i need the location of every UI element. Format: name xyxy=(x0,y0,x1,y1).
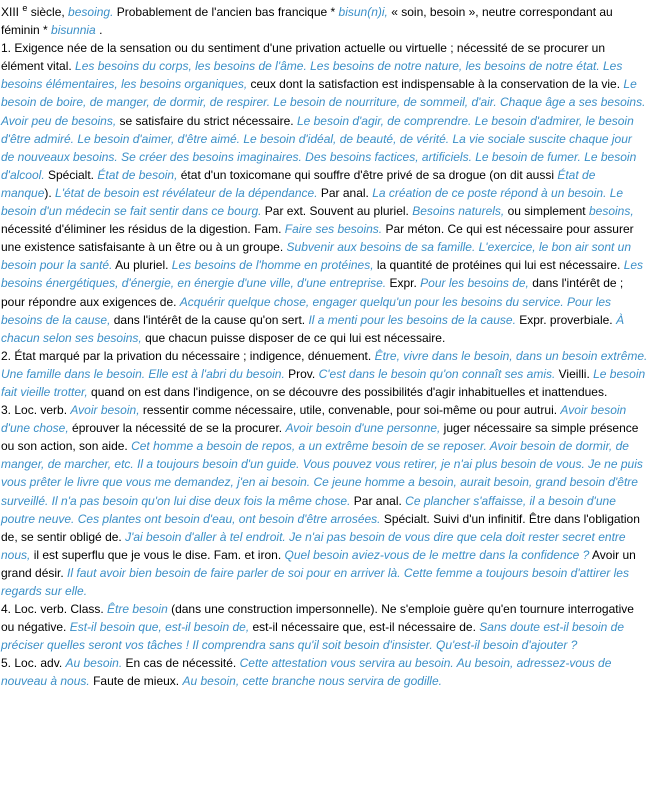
example-text: besoins, xyxy=(588,204,634,219)
example-text: Avoir besoin, xyxy=(70,403,140,418)
example-text: Il a menti pour les besoins de la cause. xyxy=(308,312,516,327)
example-text: besoing. xyxy=(68,5,114,19)
example-text: Subvenir aux besoins de sa famille. L'exercice, le bon air sont un besoin pour la santé. xyxy=(1,240,632,273)
example-text: Est-il besoin que, est-il besoin de, xyxy=(69,620,250,635)
example-text: Ce plancher s'affaisse, il a besoin d'une poutre neuve. Ces plantes ont besoin d'eau, ont besoin d'être arrosées. xyxy=(1,493,616,526)
definition-text: 5. Loc. adv. xyxy=(1,656,66,671)
sense-paragraph-5 xyxy=(1,654,648,690)
definition-text: Spécialt. xyxy=(44,167,98,182)
example-text: Le besoin d'agir, de comprendre. Le besoin d'admirer, le besoin d'être admiré. Le besoin d'aimer, d'être aimé. Le besoin d'idéal, de beauté, de vérité. La vie sociale suscite chaque jour de nouveaux besoins. Se créer des besoins imaginaires. Des besoins factices, artificiels. Le besoin de fumer. Le besoin d'alcool. xyxy=(1,113,637,182)
sense-paragraph-4 xyxy=(1,600,648,654)
example-text: Faire ses besoins. xyxy=(284,222,383,237)
example-text: La création de ce poste répond à un besoin. Le besoin d'un médecin se fait sentir dans ce bourg. xyxy=(1,185,624,219)
example-text: Pour les besoins de, xyxy=(420,276,529,291)
definition-text: ou simplement xyxy=(504,204,589,219)
example-text: Les besoins de l'homme en protéines, xyxy=(171,258,374,273)
definition-text: Par ext. Souvent au pluriel. xyxy=(261,204,413,219)
definition-text: 1. Exigence née de la sensation ou du sentiment d'une privation actuelle ou virtuelle ; nécessité de se procurer un élément vital. xyxy=(1,41,606,74)
definition-text: ressentir comme nécessaire, utile, convenable, pour soi-même ou pour autrui. xyxy=(139,403,561,418)
example-text: État de manque xyxy=(1,167,596,200)
definition-text: Expr. xyxy=(386,276,421,291)
example-text: bisun(n)i, xyxy=(338,5,388,19)
definition-text: dans l'intérêt de la cause qu'on sert. xyxy=(110,312,309,327)
example-text: Besoins naturels, xyxy=(412,204,505,219)
definition-text: 4. Loc. verb. Class. xyxy=(1,602,108,617)
definition-text: état d'un toxicomane qui souffre d'être privé de sa drogue (on dit aussi xyxy=(177,167,558,182)
definition-text: « soin, besoin », neutre correspondant au féminin * xyxy=(1,5,613,38)
definition-text: ceux dont la satisfaction est indispensable à la conservation de la vie. xyxy=(247,77,624,92)
example-text: Avoir besoin d'une personne, xyxy=(285,421,441,436)
definition-text: Vieilli. xyxy=(555,366,594,381)
definition-text: juger nécessaire sa simple présence ou son action, son aide. xyxy=(1,421,639,454)
definition-text: (dans une construction impersonnelle). Ne s'emploie guère qu'en tournure interrogative ou négative. xyxy=(1,602,634,635)
definition-text: . xyxy=(95,23,103,38)
example-text: J'ai besoin d'aller à tel endroit. Je n'ai pas besoin de vous dire que cela doit rester secret entre nous, xyxy=(1,529,626,562)
definition-text: est-il nécessaire que, est-il nécessaire de. xyxy=(249,620,480,635)
definition-text: Avoir un grand désir. xyxy=(1,547,636,580)
example-text: Les besoins du corps, les besoins de l'âme. Les besoins de notre nature, les besoins de notre état. Les besoins élémentaires, les besoins organiques, xyxy=(1,59,623,92)
definition-text: dans l'intérêt de ; pour répondre aux exigences de. xyxy=(1,276,624,309)
definition-text: Prov. xyxy=(284,366,319,381)
example-text: Être besoin xyxy=(107,602,168,617)
example-text: C'est dans le besoin qu'on connaît ses amis. xyxy=(318,366,556,381)
example-text: À chacun selon ses besoins, xyxy=(1,312,624,345)
definition-text: XIII xyxy=(1,5,23,19)
example-text: État de besoin, xyxy=(97,167,178,182)
definition-text: 3. Loc. verb. xyxy=(1,403,71,418)
example-text: Le besoin fait vieille trotter, xyxy=(1,366,646,399)
definition-text: Au pluriel. xyxy=(112,258,172,273)
definition-text: éprouver la nécessité de se la procurer. xyxy=(68,421,286,436)
example-text: Sans doute est-il besoin de préciser quelles seront vos tâches ! Il comprendra sans qu'il soit besoin d'insister. Qu'est-il besoin d'ajouter ? xyxy=(1,620,625,653)
example-text: Le besoin de boire, de manger, de dormir, de respirer. Le besoin de nourriture, de sommeil, d'air. Chaque âge a ses besoins. Avoir peu de besoins, xyxy=(1,77,646,128)
example-text: Avoir besoin d'une chose, xyxy=(1,403,627,436)
definition-text: Par méton. Ce qui est nécessaire pour assurer une existence satisfaisante à un être ou à un groupe. xyxy=(1,222,634,255)
definition-text: Spécialt. Suivi d'un infinitif. Être dans l'obligation de, se sentir obligé de. xyxy=(1,511,640,544)
definition-text: Par anal. xyxy=(350,493,406,508)
sense-paragraph-2 xyxy=(1,347,648,401)
definition-text: ). xyxy=(44,185,56,200)
definition-text: 2. État marqué par la privation du nécessaire ; indigence, dénuement. xyxy=(1,348,375,363)
definition-text: quand on est dans l'indigence, on se découvre des possibilités d'agir inhabituelles et inattendues. xyxy=(87,384,608,399)
example-text: Au besoin. xyxy=(65,656,123,671)
superscript-text: e xyxy=(22,3,28,13)
example-text: Cette attestation vous servira au besoin. Au besoin, adressez-vous de nouveau à nous. xyxy=(1,656,612,689)
example-text: Cet homme a besoin de repos, a un extrême besoin de se reposer. Avoir besoin de dormir, de manger, de marcher, etc. Il a toujours besoin d'un guide. Vous pouvez vous retirer, je n'ai plus besoin de vous. Je ne puis vous prêter le livre que vous me demandez, j'en ai besoin. Ce jeune homme a besoin, aurait besoin, grand besoin d'être surveillé. Il n'a pas besoin qu'on lui dise deux fois la même chose. xyxy=(1,439,643,508)
sense-paragraph-1 xyxy=(1,39,648,347)
example-text: L'état de besoin est révélateur de la dépendance. xyxy=(55,185,318,200)
definition-text: Expr. proverbiale. xyxy=(515,312,616,327)
definition-text: la quantité de protéines qui lui est nécessaire. xyxy=(373,258,624,273)
definition-text: En cas de nécessité. xyxy=(122,656,240,671)
definition-text: siècle, xyxy=(27,5,69,19)
sense-paragraph-3 xyxy=(1,401,648,600)
definition-text: se satisfaire du strict nécessaire. xyxy=(116,113,297,128)
example-text: Être, vivre dans le besoin, dans un besoin extrême. Une famille dans le besoin. Elle est à l'abri du besoin. xyxy=(1,348,648,381)
etymology-paragraph xyxy=(1,3,648,39)
example-text: bisunnia xyxy=(51,23,96,38)
definition-text: Faute de mieux. xyxy=(89,674,183,689)
example-text: Acquérir quelque chose, engager quelqu'un pour les besoins du service. Pour les besoins de la cause, xyxy=(1,294,612,327)
example-text: Il faut avoir bien besoin de faire parler de soi pour en arriver là. Cette femme a toujours besoin d'attirer les regards sur elle. xyxy=(1,565,629,598)
definition-text: il est superflu que je vous le dise. Fam. et iron. xyxy=(30,547,285,562)
definition-text: nécessité d'éliminer les résidus de la digestion. Fam. xyxy=(1,222,285,237)
example-text: Les besoins énergétiques, d'énergie, en énergie d'une ville, d'une entreprise. xyxy=(1,258,644,291)
definition-text: Par anal. xyxy=(317,185,373,200)
definition-text: que chacun puisse disposer de ce qui lui est nécessaire. xyxy=(141,330,446,345)
definition-text: Probablement de l'ancien bas francique * xyxy=(113,5,339,19)
example-text: Au besoin, cette branche nous servira de godille. xyxy=(182,674,442,689)
example-text: Quel besoin aviez-vous de le mettre dans la confidence ? xyxy=(284,547,590,562)
